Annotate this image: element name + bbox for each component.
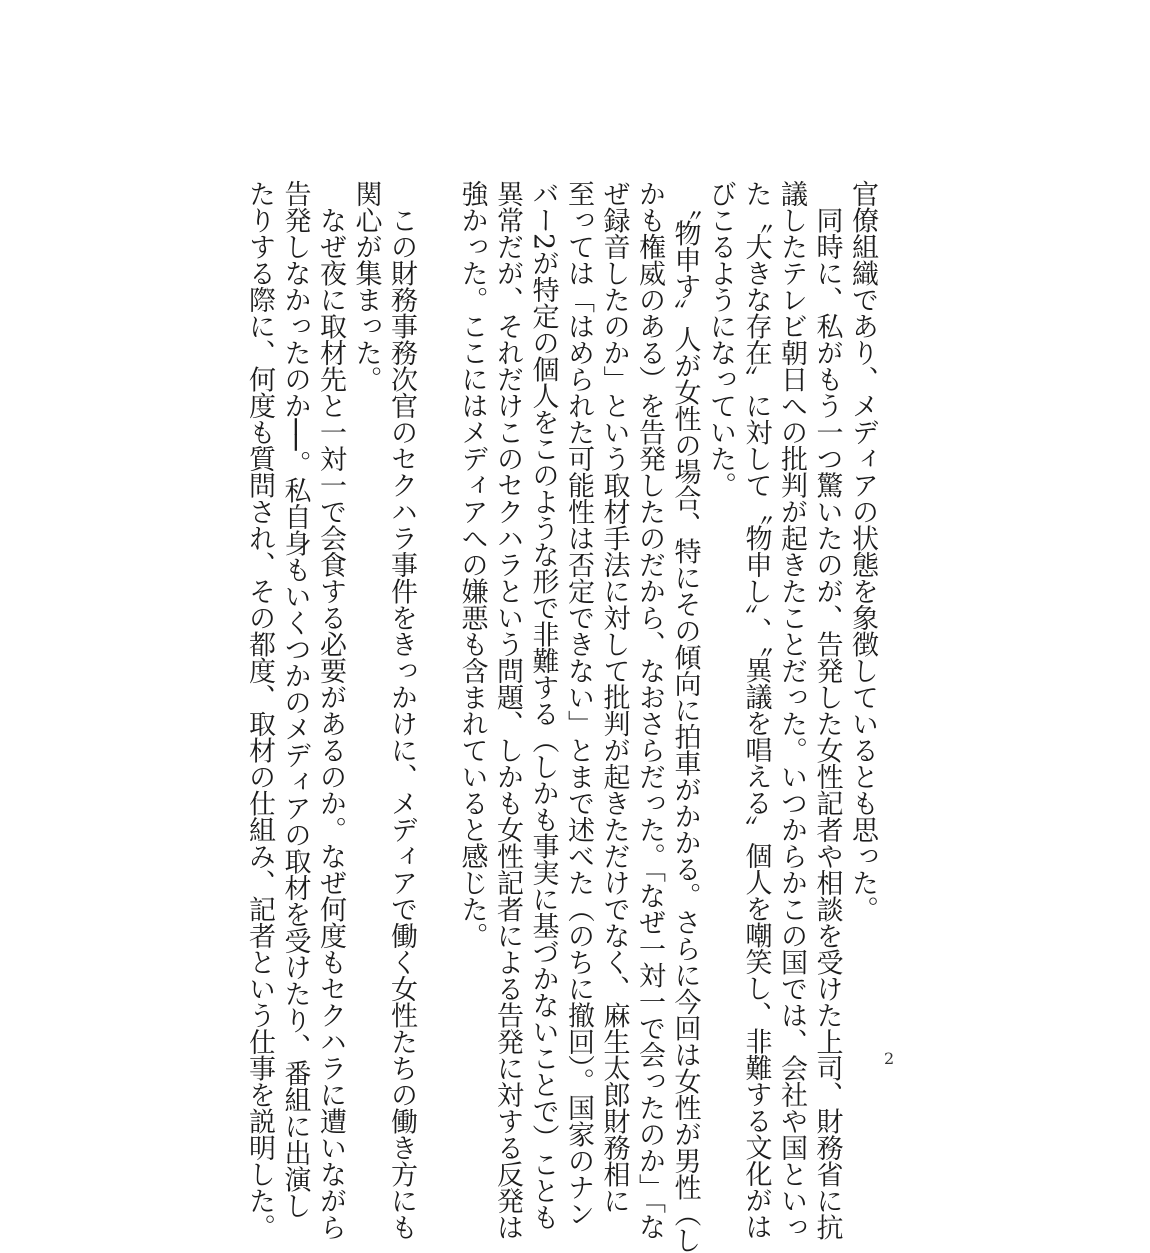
text-line: 議したテレビ朝日への批判が起きたことだった。いつからかこの国では、会社や国といっ	[776, 180, 807, 1240]
text-line: 同時に、私がもう一つ驚いたのが、告発した女性記者や相談を受けた上司、財務省に抗	[811, 180, 843, 1240]
text-line: かも権威のある）を告発したのだから、なおさらだった。「なぜ一対一で会ったのか」「な	[634, 180, 665, 1240]
text-line: た〝大きな存在〟に対して〝物申し〟、〝異議を唱える〟個人を嘲笑し、非難する文化がは	[740, 180, 772, 1240]
text-line: バー2が特定の個人をこのような形で非難する（しかも事実に基づかないことで）ことも	[527, 180, 559, 1231]
page-number: 2	[884, 1049, 895, 1068]
text-line: ぜ録音したのか」という取材手法に対して批判が起きただけでなく、麻生太郎財務相に	[598, 180, 630, 1214]
text-line: 関心が集まった。	[350, 180, 382, 392]
vertical-text-body	[244, 180, 880, 1253]
text-line: 異常だが、それだけこのセクハラという問題、しかも女性記者による告発に対する反発は	[492, 180, 523, 1240]
text-line: 〝物申す〟人が女性の場合、特にその傾向に拍車がかかる。さらに今回は女性が男性（し	[669, 180, 701, 1253]
text-line: びこるようになっていた。	[705, 180, 736, 498]
text-line: この財務事務次官のセクハラ事件をきっかけに、メディアで働く女性たちの働き方にも	[386, 180, 417, 1240]
section-break	[419, 180, 454, 1025]
text-line: 至っては「はめられた可能性は否定できない」とまで述べた（のちに撤回）。国家のナン	[563, 180, 594, 1227]
text-line: なぜ夜に取材先と一対一で会食する必要があるのか。なぜ何度もセクハラに遭いながら	[315, 180, 346, 1240]
text-line: 官僚組織であり、メディアの状態を象徴しているとも思った。	[847, 180, 878, 922]
text-line: たりする際に、何度も質問され、その都度、取材の仕組み、記者という仕事を説明した。	[244, 180, 275, 1240]
text-line: 告発しなかったのか──。私自身もいくつかのメディアの取材を受けたり、番組に出演し	[279, 180, 311, 1219]
text-line: 強かった。ここにはメディアへの嫌悪も含まれていると感じた。	[456, 180, 488, 949]
